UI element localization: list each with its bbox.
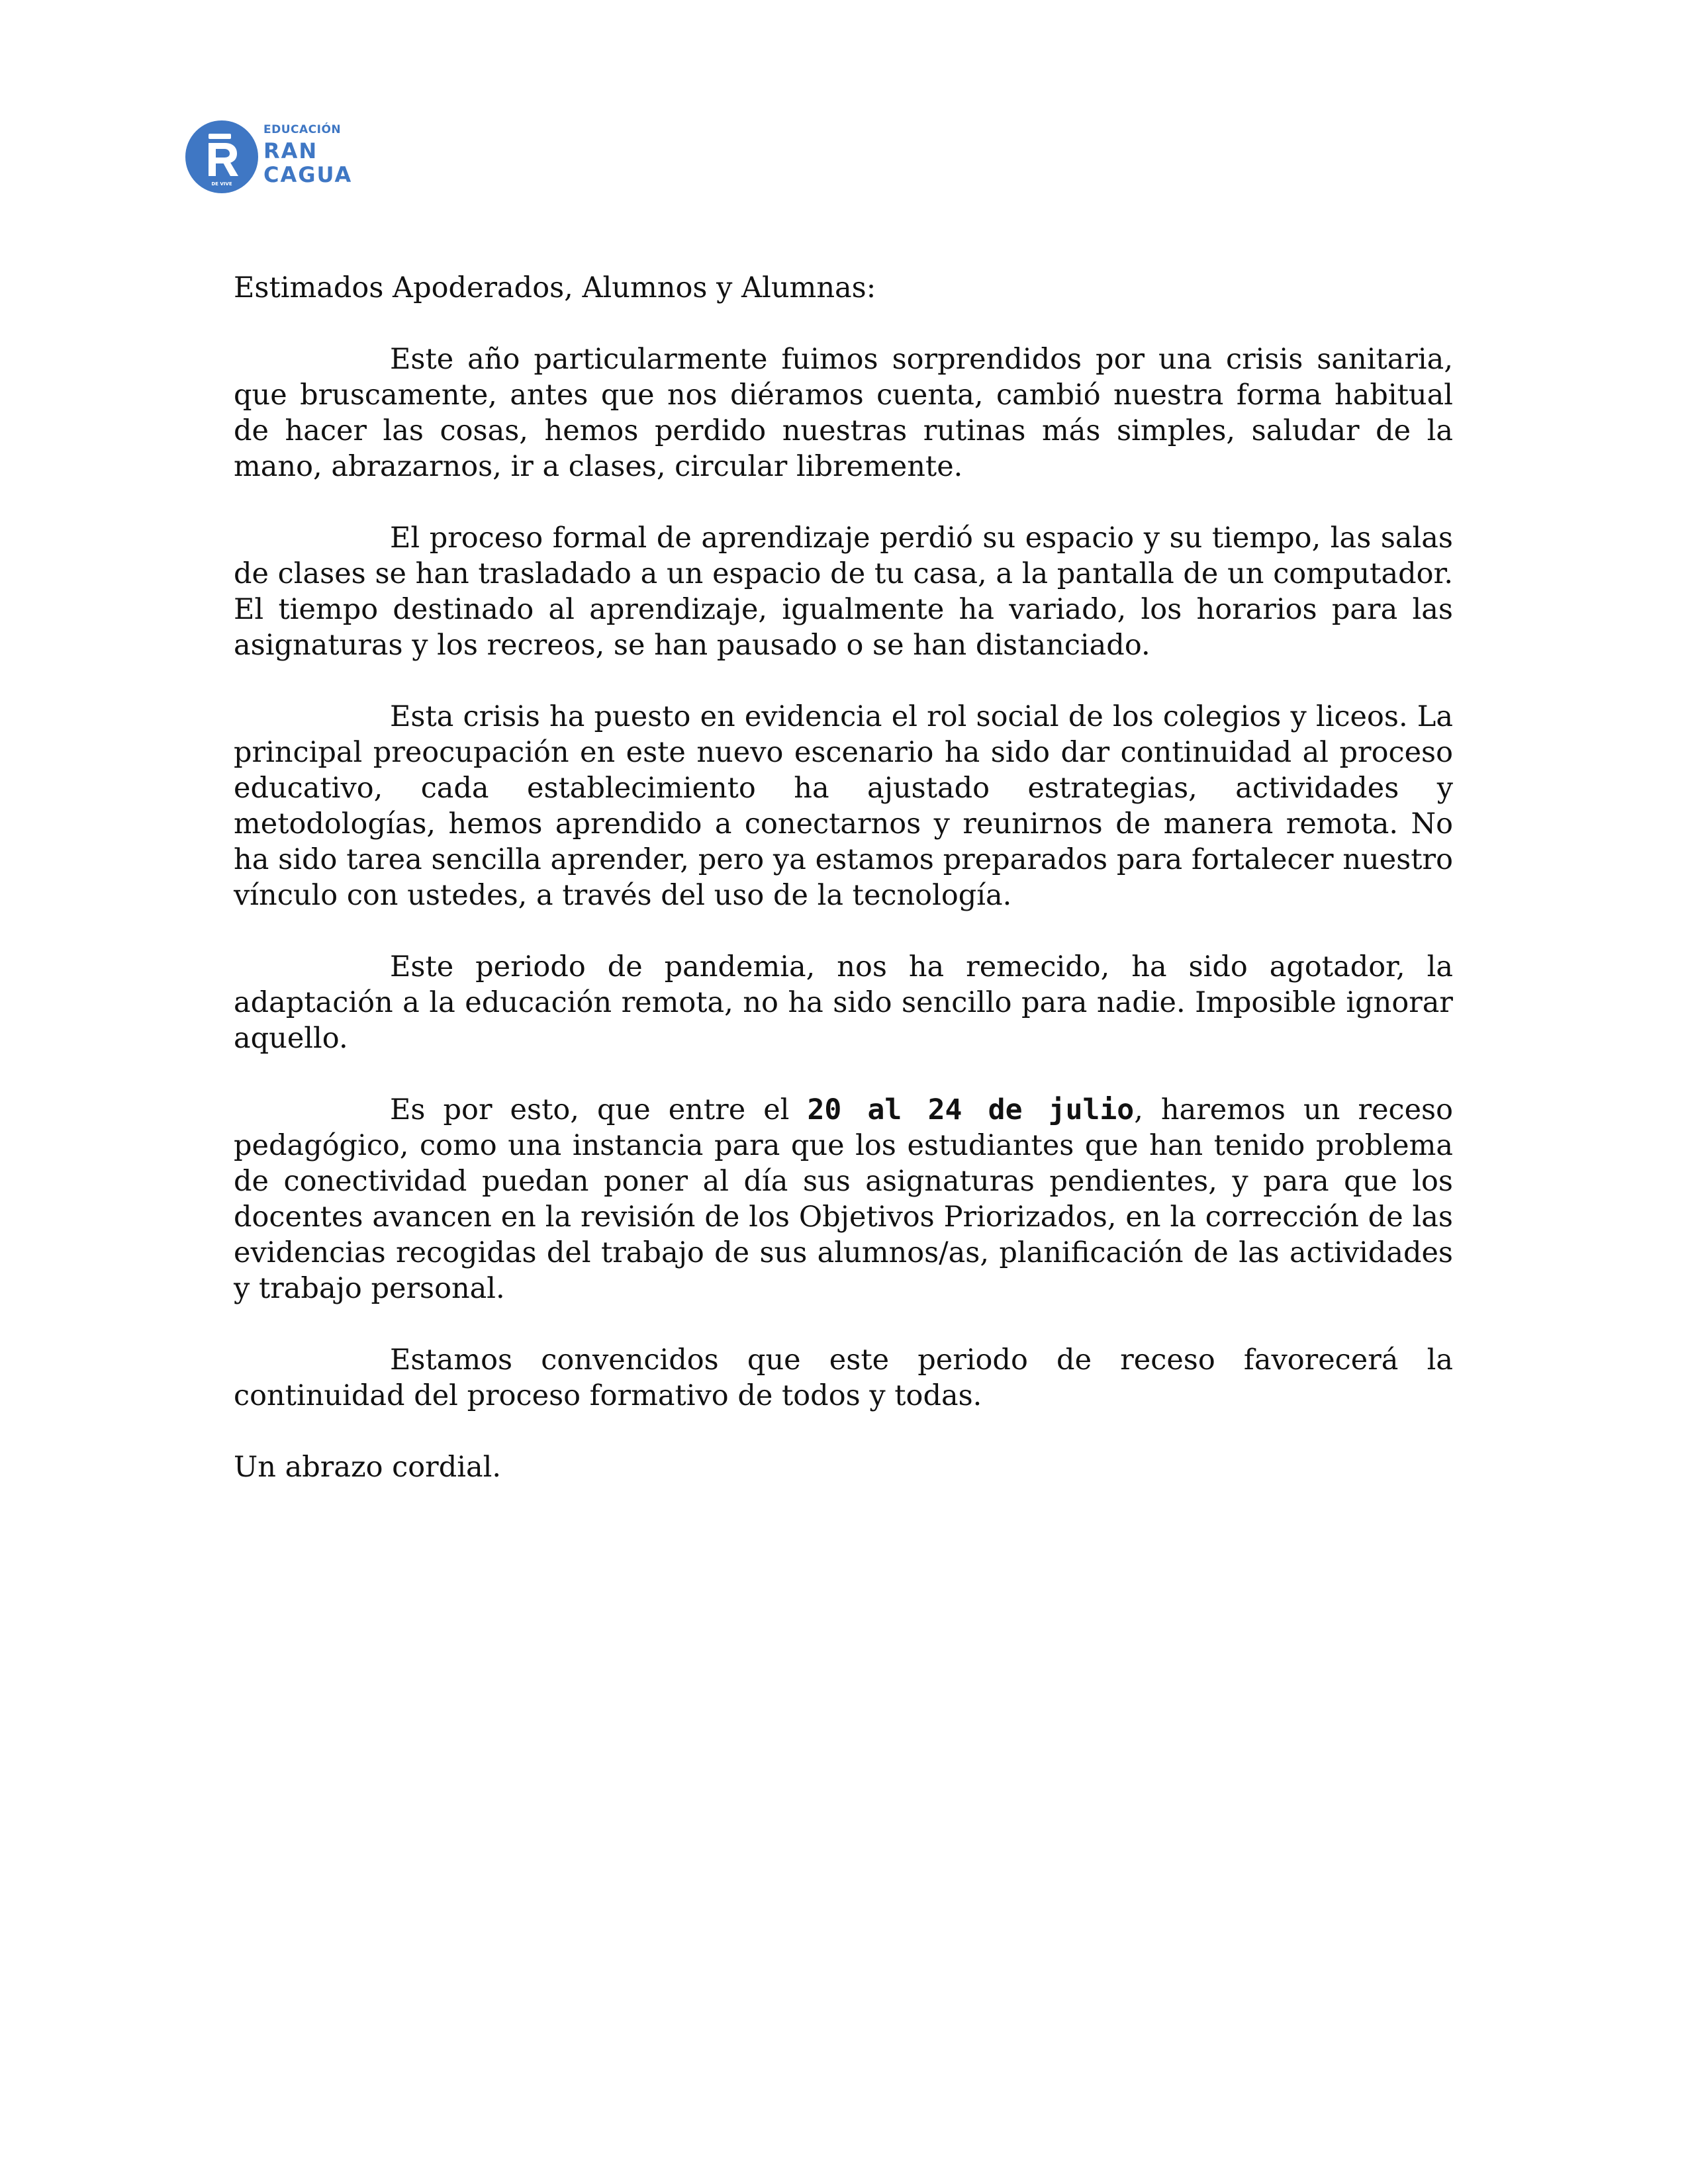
letter-paragraph-5 [234,1092,1453,1306]
logo-line-ran: RAN [263,138,318,163]
logo-tagline: DE VIVE [211,181,232,187]
rancagua-r-emblem-icon [185,120,258,193]
logo-wordmark [263,124,352,187]
paragraph-5-lead: Es por esto, que entre el [390,1093,808,1126]
letter-greeting: Estimados Apoderados, Alumnos y Alumnas: [234,271,876,304]
letter-paragraph-2: El proceso formal de aprendizaje perdió su espacio y su tiempo, las salas de clases se han trasladado a un espacio de tu casa, a la pantalla de un computador. El tiempo destinado al aprendizaje, igualmente ha variado, los horarios para las asignaturas y los recreos, se han pausado o se han distanciado. [234,522,1453,662]
education-rancagua-logo [185,120,357,195]
letter-paragraph-3: Esta crisis ha puesto en evidencia el rol social de los colegios y liceos. La principal preocupación en este nuevo escenario ha sido dar continuidad al proceso educativo, cada establecimiento ha ajustado estrategias, actividades y metodologías, hemos aprendido a conectarnos y reunirnos de manera remota. No ha sido tarea sencilla aprender, pero ya estamos preparados para fortalecer nuestro vínculo con ustedes, a través del uso de la tecnología. [234,700,1453,912]
letter-paragraph-6: Estamos convencidos que este periodo de receso favorecerá la continuidad del proceso formativo de todos y todas. [234,1343,1453,1412]
paragraph-5-rest: , haremos un receso pedagógico, como una instancia para que los estudiantes que han tenido problema de conectividad puedan poner al día sus asignaturas pendientes, y para que los docentes avancen en la revisión de los Objetivos Priorizados, en la corrección de las evidencias recogidas del trabajo de sus alumnos/as, planificación de las actividades y trabajo personal. [234,1093,1453,1305]
letter-closing: Un abrazo cordial. [234,1451,502,1484]
letter-paragraph-4: Este periodo de pandemia, nos ha remecido, ha sido agotador, la adaptación a la educación remota, no ha sido sencillo para nadie. Imposible ignorar aquello. [234,950,1453,1055]
letter-body [234,270,1453,1521]
logo-line-educacion: EDUCACIÓN [263,123,342,136]
recess-dates: 20 al 24 de julio [807,1093,1135,1126]
letter-paragraph-1: Este año particularmente fuimos sorprendidos por una crisis sanitaria, que bruscamente, antes que nos diéramos cuenta, cambió nuestra forma habitual de hacer las cosas, hemos perdido nuestras rutinas más simples, saludar de la mano, abrazarnos, ir a clases, circular libremente. [234,343,1453,483]
logo-line-cagua: CAGUA [263,162,353,187]
